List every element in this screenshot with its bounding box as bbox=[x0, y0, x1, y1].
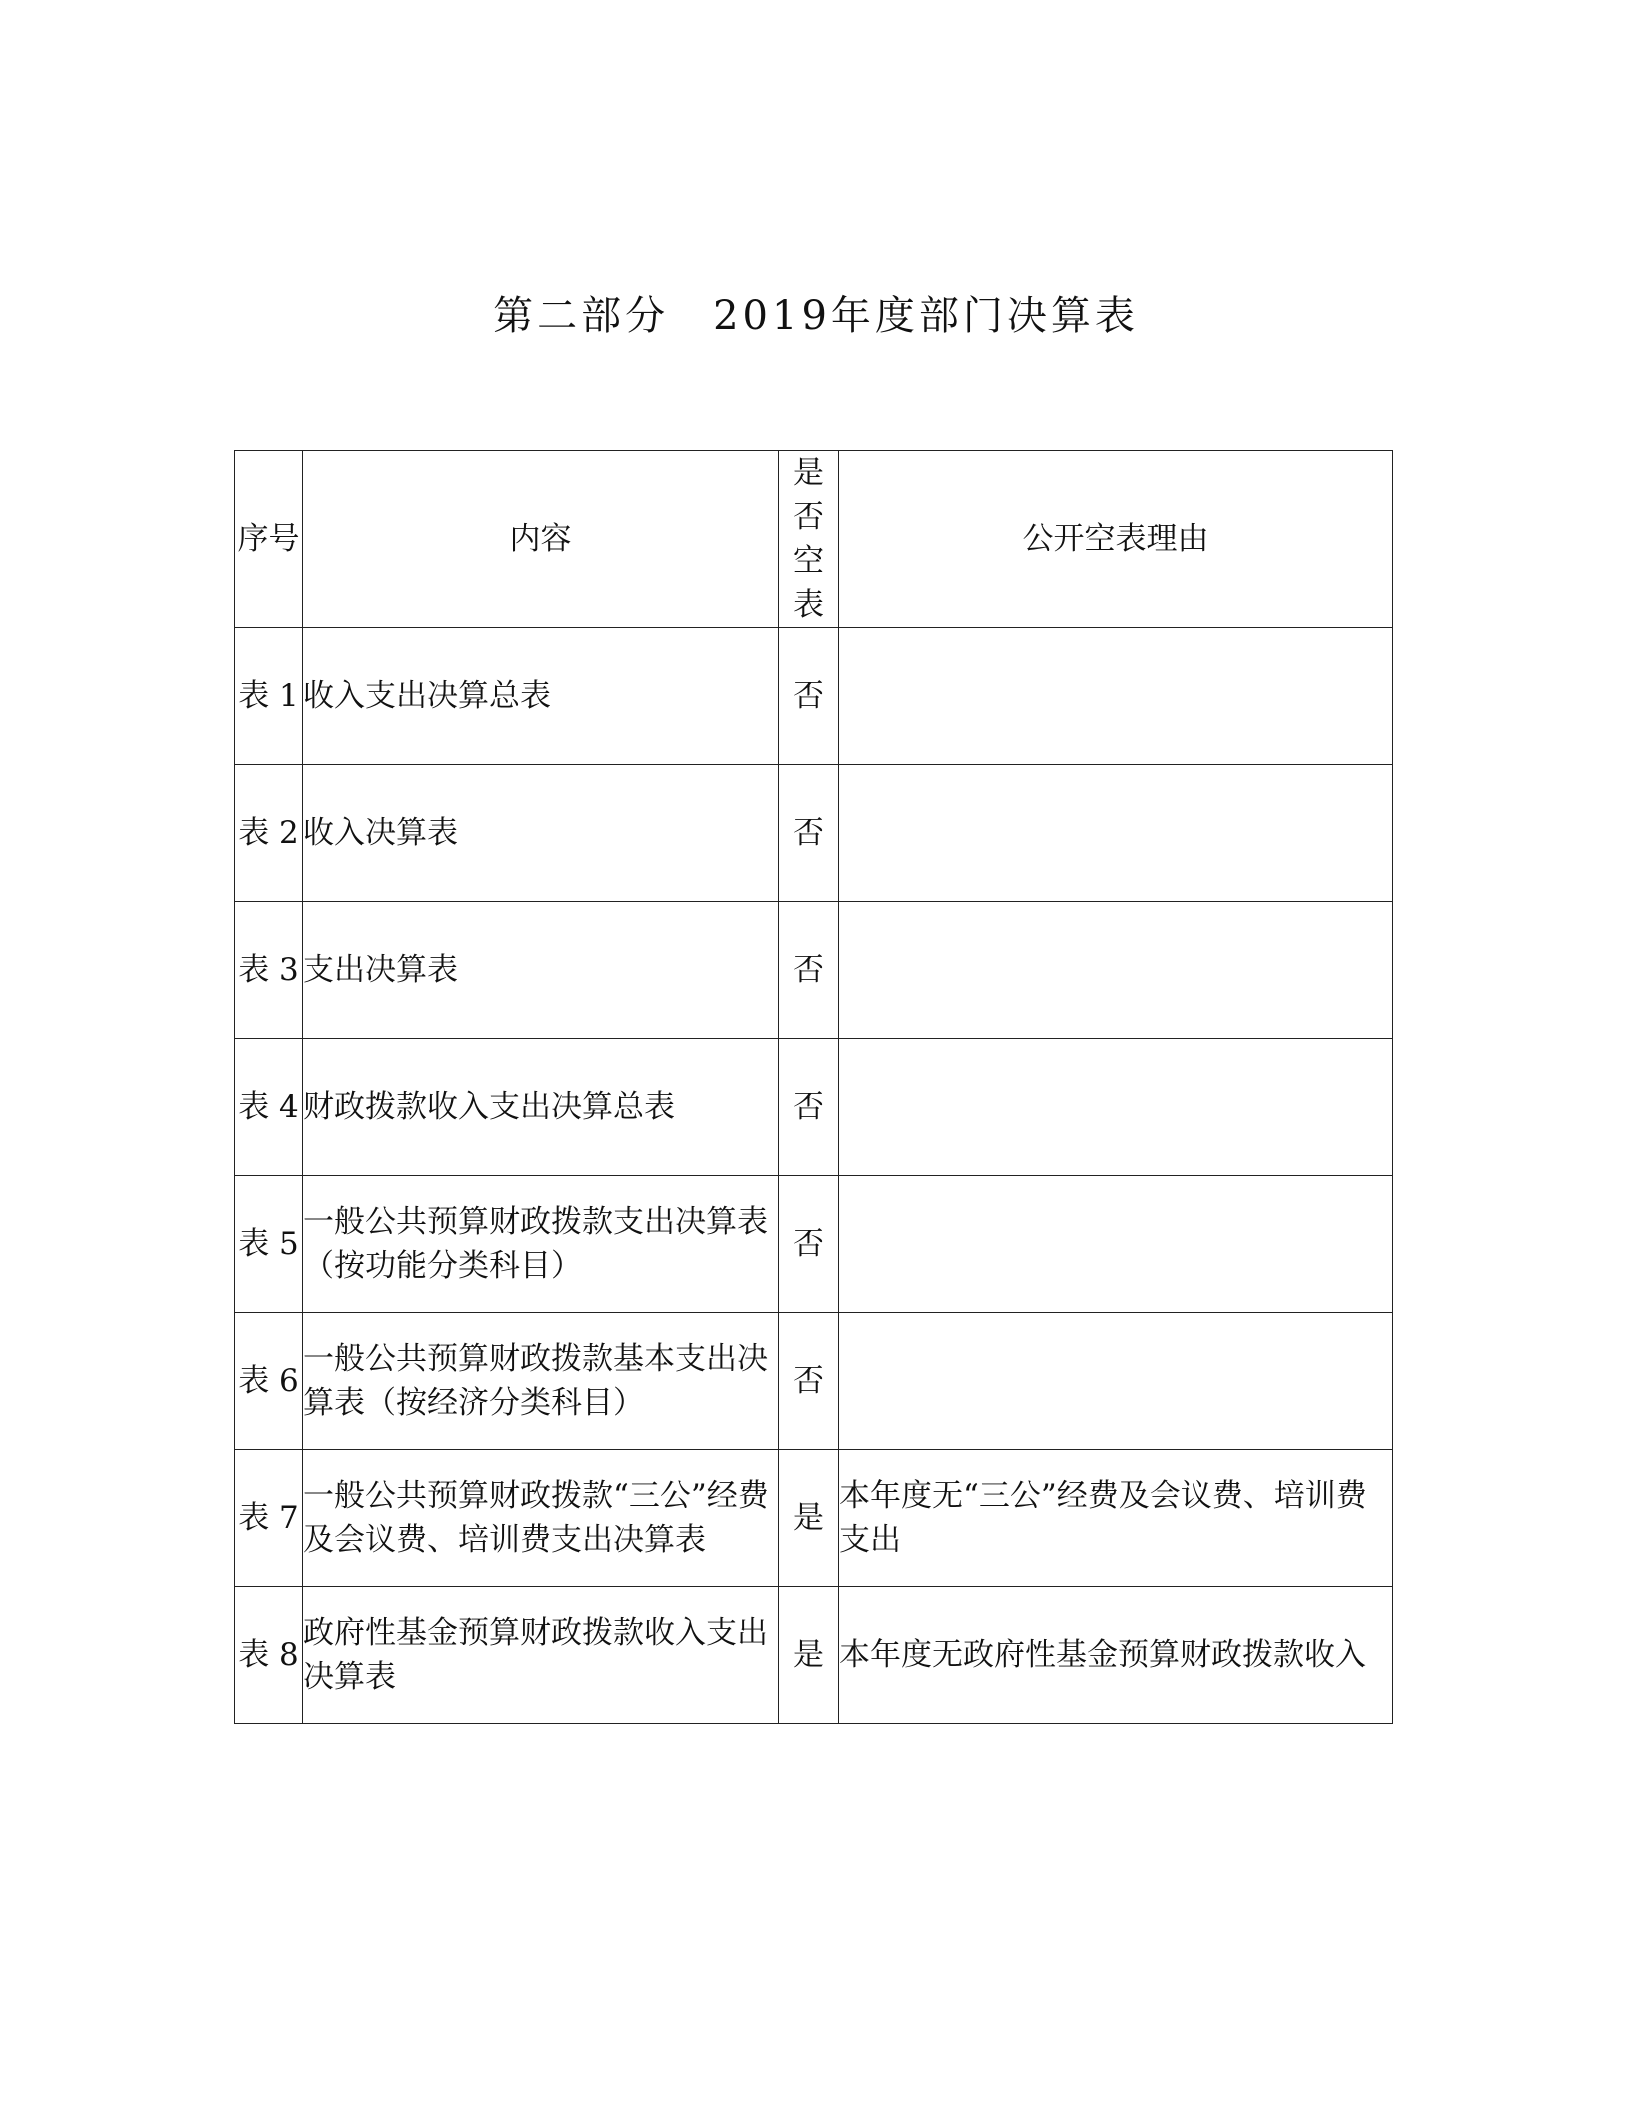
row-seq: 表 4 bbox=[235, 1039, 303, 1176]
table-row bbox=[235, 1176, 1393, 1313]
row-content: 一般公共预算财政拨款基本支出决算表（按经济分类科目） bbox=[303, 1313, 779, 1450]
row-is-empty: 否 bbox=[779, 902, 839, 1039]
row-seq: 表 5 bbox=[235, 1176, 303, 1313]
row-seq: 表 6 bbox=[235, 1313, 303, 1450]
table-row bbox=[235, 1313, 1393, 1450]
row-content: 一般公共预算财政拨款支出决算表 （按功能分类科目） bbox=[303, 1176, 779, 1313]
header-is-empty-char: 否 bbox=[793, 499, 824, 535]
row-reason bbox=[839, 1039, 1393, 1176]
table-row bbox=[235, 1039, 1393, 1176]
header-is-empty-char: 空 bbox=[793, 543, 824, 579]
row-is-empty: 否 bbox=[779, 1039, 839, 1176]
row-is-empty: 否 bbox=[779, 1313, 839, 1450]
row-seq: 表 7 bbox=[235, 1450, 303, 1587]
row-is-empty: 否 bbox=[779, 628, 839, 765]
row-seq: 表 1 bbox=[235, 628, 303, 765]
row-reason bbox=[839, 1176, 1393, 1313]
row-is-empty: 是 bbox=[779, 1587, 839, 1724]
header-is-empty-char: 是 bbox=[793, 455, 824, 491]
header-content: 内容 bbox=[303, 451, 779, 628]
table-row bbox=[235, 628, 1393, 765]
row-is-empty: 是 bbox=[779, 1450, 839, 1587]
header-is-empty-char: 表 bbox=[793, 587, 824, 623]
table-header-row bbox=[235, 451, 1393, 628]
row-seq: 表 2 bbox=[235, 765, 303, 902]
row-content: 支出决算表 bbox=[303, 902, 779, 1039]
table-row bbox=[235, 902, 1393, 1039]
decision-table bbox=[234, 450, 1393, 1724]
row-content: 财政拨款收入支出决算总表 bbox=[303, 1039, 779, 1176]
table-row bbox=[235, 1587, 1393, 1724]
row-is-empty: 否 bbox=[779, 1176, 839, 1313]
row-reason bbox=[839, 628, 1393, 765]
page-title: 第二部分 2019年度部门决算表 bbox=[493, 293, 1139, 339]
row-content: 收入支出决算总表 bbox=[303, 628, 779, 765]
row-reason bbox=[839, 902, 1393, 1039]
row-content: 一般公共预算财政拨款“三公”经费及会议费、培训费支出决算表 bbox=[303, 1450, 779, 1587]
row-reason: 本年度无政府性基金预算财政拨款收入 bbox=[839, 1587, 1393, 1724]
row-reason bbox=[839, 765, 1393, 902]
header-reason: 公开空表理由 bbox=[839, 451, 1393, 628]
table-row bbox=[235, 765, 1393, 902]
row-reason: 本年度无“三公”经费及会议费、培训费支出 bbox=[839, 1450, 1393, 1587]
row-content: 收入决算表 bbox=[303, 765, 779, 902]
row-seq: 表 8 bbox=[235, 1587, 303, 1724]
row-is-empty: 否 bbox=[779, 765, 839, 902]
row-seq: 表 3 bbox=[235, 902, 303, 1039]
row-content: 政府性基金预算财政拨款收入支出决算表 bbox=[303, 1587, 779, 1724]
header-seq: 序号 bbox=[235, 451, 303, 628]
header-is-empty bbox=[779, 451, 839, 628]
row-reason bbox=[839, 1313, 1393, 1450]
table-row bbox=[235, 1450, 1393, 1587]
